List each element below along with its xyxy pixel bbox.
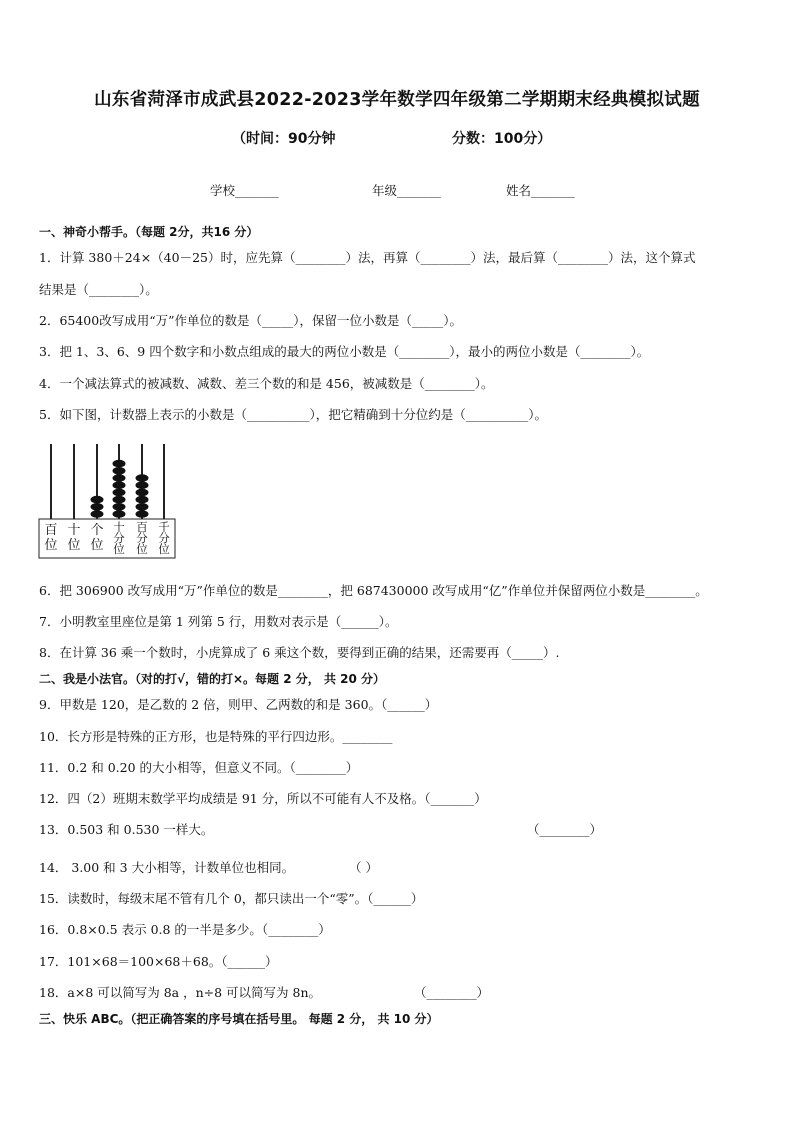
question-11: 11．0.2 和 0.20 的大小相等，但意义不同。（________） — [39, 760, 359, 775]
abacus-bead — [113, 474, 126, 482]
abacus-bead — [136, 474, 149, 482]
section-2-heading: 二、我是小法官。（对的打√，错的打×。每题 2 分， 共 20 分） — [39, 672, 385, 686]
question-12: 12．四（2）班期末数学平均成绩是 91 分，所以不可能有人不及格。（_______） — [39, 791, 487, 806]
abacus-bead — [136, 510, 149, 518]
abacus-rods — [51, 444, 164, 519]
abacus-place-label: 分 — [113, 531, 125, 545]
question-13: 13．0.503 和 0.530 一样大。 — [39, 822, 214, 837]
abacus-place-label: 百 — [136, 520, 148, 534]
abacus-bead — [113, 460, 126, 468]
abacus-bead — [113, 467, 126, 475]
school-field: 学校_______ — [210, 183, 279, 198]
question-5: 5．如下图，计数器上表示的小数是（__________），把它精确到十分位约是（__________）。 — [39, 407, 547, 422]
question-6: 6．把 306900 改写成用“万”作单位的数是________，把 687430000 改写成用“亿”作单位并保留两位小数是________。 — [39, 583, 708, 598]
exam-title: 山东省菏泽市成武县2022-2023学年数学四年级第二学期期末经典模拟试题 — [94, 90, 700, 110]
question-13-blank: （________） — [527, 822, 603, 837]
abacus-place-label: 位 — [158, 542, 170, 556]
abacus-place-label: 分 — [158, 531, 170, 545]
abacus-place-label: 十 — [67, 523, 81, 538]
abacus-place-label: 位 — [44, 538, 58, 553]
abacus-figure — [38, 442, 178, 560]
question-1-line-1: 1．计算 380＋24×（40－25）时，应先算（________）法，再算（________）法，最后算（________）法，这个算式 — [39, 250, 696, 265]
name-field: 姓名_______ — [506, 183, 575, 198]
abacus-bead — [136, 481, 149, 489]
abacus-base — [39, 519, 175, 558]
exam-time: （时间：90分钟 — [232, 131, 336, 147]
abacus-place-label: 个 — [90, 523, 104, 538]
abacus-bead — [91, 503, 104, 511]
question-14: 14． 3.00 和 3 大小相等，计数单位也相同。 — [39, 860, 295, 875]
abacus-bead — [113, 489, 126, 497]
abacus-bead — [113, 503, 126, 511]
abacus-bead — [113, 481, 126, 489]
question-18-blank: （________） — [414, 985, 490, 1000]
question-18: 18．a×8 可以简写为 8a ，n÷8 可以简写为 8n。 — [39, 985, 322, 1000]
section-3-heading: 三、快乐 ABC。（把正确答案的序号填在括号里。 每题 2 分， 共 10 分） — [39, 1012, 439, 1026]
abacus-bead — [136, 489, 149, 497]
question-8: 8．在计算 36 乘一个数时，小虎算成了 6 乘这个数，要得到正确的结果，还需要再（_____）. — [39, 645, 560, 660]
question-14-blank: （ ） — [349, 860, 378, 875]
section-1-heading: 一、神奇小帮手。（每题 2分，共16 分） — [39, 225, 259, 239]
question-10: 10．长方形是特殊的正方形，也是特殊的平行四边形。________ — [39, 729, 393, 744]
grade-field: 年级_______ — [372, 183, 441, 198]
exam-score: 分数：100分） — [452, 131, 552, 147]
question-1-line-2: 结果是（________）。 — [39, 282, 158, 297]
question-17: 17．101×68＝100×68＋68。（______） — [39, 954, 278, 969]
abacus-place-label: 百 — [44, 523, 58, 538]
abacus-bead — [91, 510, 104, 518]
question-16: 16．0.8×0.5 表示 0.8 的一半是多少。（________） — [39, 922, 331, 937]
abacus-bead — [136, 503, 149, 511]
abacus-place-label: 位 — [136, 542, 148, 556]
abacus-bead — [113, 496, 126, 504]
abacus-bead — [91, 496, 104, 504]
question-4: 4．一个减法算式的被减数、减数、差三个数的和是 456，被减数是（________）。 — [39, 376, 494, 391]
question-7: 7．小明教室里座位是第 1 列第 5 行，用数对表示是（______）。 — [39, 614, 398, 629]
question-3: 3．把 1、3、6、9 四个数字和小数点组成的最大的两位小数是（________），最小的两位小数是（________）。 — [39, 344, 650, 359]
abacus-place-label: 位 — [67, 538, 81, 553]
abacus-place-label: 位 — [113, 542, 125, 556]
abacus-place-label: 千 — [158, 520, 170, 534]
question-2: 2．65400改写成用“万”作单位的数是（_____），保留一位小数是（_____）。 — [39, 313, 462, 328]
abacus-bead — [113, 510, 126, 518]
question-15: 15．读数时，每级末尾不管有几个 0，都只读出一个“零”。（______） — [39, 891, 424, 906]
question-9: 9．甲数是 120，是乙数的 2 倍，则甲、乙两数的和是 360。（______） — [39, 697, 438, 712]
abacus-place-label: 位 — [90, 538, 104, 553]
abacus-place-label: 分 — [136, 531, 148, 545]
abacus-bead — [136, 496, 149, 504]
abacus-place-label: 十 — [113, 520, 125, 534]
